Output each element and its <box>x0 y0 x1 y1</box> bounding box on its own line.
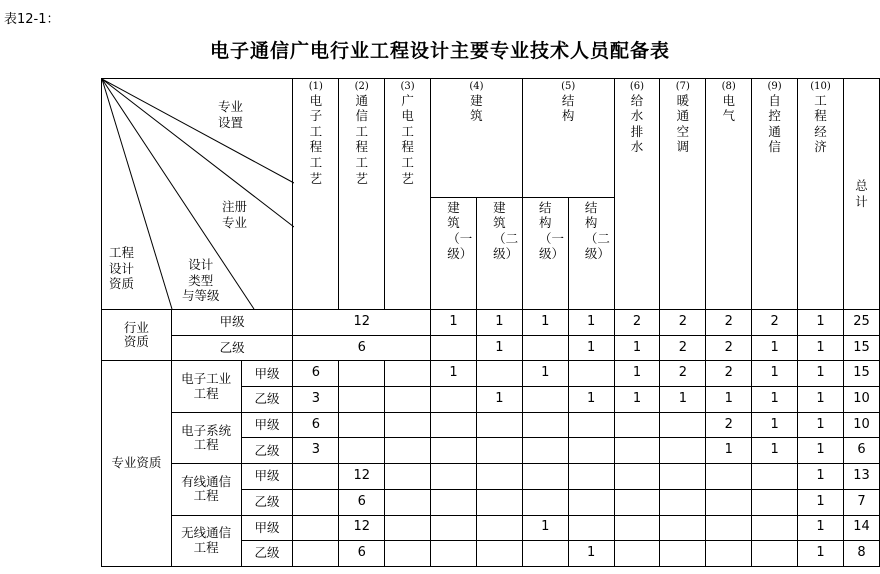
column-header-8: (8) 电气 <box>706 79 752 310</box>
table-cell <box>385 412 431 438</box>
table-cell <box>614 464 660 490</box>
table-cell <box>568 464 614 490</box>
table-cell: 1 <box>798 489 844 515</box>
page-title: 电子通信广电行业工程设计主要专业技术人员配备表 <box>209 40 670 62</box>
table-cell <box>476 438 522 464</box>
table-cell <box>706 489 752 515</box>
table-cell: 10 <box>843 412 879 438</box>
table-cell <box>568 438 614 464</box>
table-cell <box>660 438 706 464</box>
table-cell: 1 <box>798 438 844 464</box>
grade-label: 甲级 <box>171 310 293 336</box>
grade-label: 乙级 <box>241 438 293 464</box>
table-cell <box>660 541 706 567</box>
column-header-11: 总计 <box>843 79 879 310</box>
table-cell: 6 <box>339 541 385 567</box>
table-cell: 1 <box>798 541 844 567</box>
table-row <box>102 361 880 387</box>
table-cell: 1 <box>752 361 798 387</box>
column-header-4: (4) 建筑 <box>431 79 523 198</box>
table-cell <box>706 515 752 541</box>
grade-label: 甲级 <box>241 361 293 387</box>
table-cell <box>431 541 477 567</box>
table-cell <box>614 541 660 567</box>
table-cell: 2 <box>614 310 660 336</box>
table-cell: 10 <box>843 387 879 413</box>
table-cell: 1 <box>522 515 568 541</box>
table-cell <box>660 464 706 490</box>
table-cell: 6 <box>843 438 879 464</box>
table-cell: 1 <box>798 464 844 490</box>
grade-label: 乙级 <box>241 541 293 567</box>
staffing-table <box>101 78 880 567</box>
table-cell <box>706 464 752 490</box>
table-cell <box>431 438 477 464</box>
column-header-6: (6) 给水排水 <box>614 79 660 310</box>
table-cell <box>431 515 477 541</box>
grade-label: 甲级 <box>241 464 293 490</box>
corner-design-type-label: 设计 类型 与等级 <box>182 257 220 304</box>
table-cell: 1 <box>614 387 660 413</box>
column-header-10: (10) 工程经济 <box>798 79 844 310</box>
column-header-9: (9) 自控通信 <box>752 79 798 310</box>
table-cell <box>752 541 798 567</box>
table-cell: 1 <box>476 335 522 361</box>
table-cell: 1 <box>568 335 614 361</box>
sub-column-header-1: 建筑（一级） <box>431 197 477 310</box>
column-number: (5) <box>561 81 576 92</box>
table-cell: 15 <box>843 361 879 387</box>
table-cell: 1 <box>798 310 844 336</box>
corner-specialty-label: 专业 设置 <box>218 99 244 130</box>
table-cell <box>614 412 660 438</box>
merged-engineering-value: 6 <box>293 335 431 361</box>
table-cell: 2 <box>706 310 752 336</box>
table-cell <box>522 335 568 361</box>
column-number: (8) <box>721 81 736 92</box>
table-cell <box>339 387 385 413</box>
table-cell: 1 <box>798 387 844 413</box>
table-cell: 6 <box>293 412 339 438</box>
table-cell: 1 <box>476 387 522 413</box>
table-cell: 13 <box>843 464 879 490</box>
professional-qualification-label: 专业资质 <box>102 361 172 567</box>
table-cell <box>431 489 477 515</box>
table-cell: 7 <box>843 489 879 515</box>
table-cell: 2 <box>706 412 752 438</box>
column-number: (2) <box>354 81 369 92</box>
table-cell: 6 <box>293 361 339 387</box>
table-cell: 6 <box>339 489 385 515</box>
column-header-2: (2) 通信工程工艺 <box>339 79 385 310</box>
table-cell: 8 <box>843 541 879 567</box>
table-cell <box>476 412 522 438</box>
column-number: (4) <box>469 81 484 92</box>
table-cell <box>431 464 477 490</box>
grade-label: 甲级 <box>241 412 293 438</box>
table-cell <box>293 489 339 515</box>
table-cell <box>752 489 798 515</box>
table-cell: 14 <box>843 515 879 541</box>
table-cell: 1 <box>431 361 477 387</box>
corner-registered-label: 注册 专业 <box>222 199 248 230</box>
table-cell: 12 <box>339 464 385 490</box>
table-cell <box>293 541 339 567</box>
merged-engineering-value: 12 <box>293 310 431 336</box>
table-cell: 3 <box>293 387 339 413</box>
table-cell: 1 <box>798 412 844 438</box>
column-header-7: (7) 暖通空调 <box>660 79 706 310</box>
table-cell <box>568 412 614 438</box>
column-header-1: (1) 电子工程工艺 <box>293 79 339 310</box>
table-cell: 2 <box>752 310 798 336</box>
table-cell: 2 <box>706 335 752 361</box>
table-cell: 1 <box>752 412 798 438</box>
table-cell: 1 <box>568 387 614 413</box>
table-cell <box>476 489 522 515</box>
table-cell: 1 <box>568 310 614 336</box>
table-cell: 25 <box>843 310 879 336</box>
table-cell: 1 <box>752 438 798 464</box>
grade-label: 甲级 <box>241 515 293 541</box>
table-cell <box>568 361 614 387</box>
grade-label: 乙级 <box>171 335 293 361</box>
corner-header <box>102 79 293 310</box>
table-cell <box>293 515 339 541</box>
table-cell: 15 <box>843 335 879 361</box>
table-cell: 12 <box>339 515 385 541</box>
table-cell: 1 <box>706 387 752 413</box>
column-number: (3) <box>400 81 415 92</box>
grade-label: 乙级 <box>241 387 293 413</box>
table-cell <box>660 489 706 515</box>
table-cell: 1 <box>522 361 568 387</box>
table-cell <box>660 412 706 438</box>
table-cell <box>385 387 431 413</box>
table-cell <box>522 464 568 490</box>
table-row <box>102 464 880 490</box>
grade-label: 乙级 <box>241 489 293 515</box>
table-row <box>102 515 880 541</box>
table-cell: 1 <box>431 310 477 336</box>
column-number: (1) <box>308 81 323 92</box>
project-type-label: 电子系统 工程 <box>171 412 241 463</box>
table-cell: 1 <box>798 335 844 361</box>
table-cell: 1 <box>614 335 660 361</box>
table-cell <box>385 541 431 567</box>
column-number: (10) <box>810 81 831 92</box>
table-cell <box>752 515 798 541</box>
project-type-label: 无线通信 工程 <box>171 515 241 566</box>
sub-column-header-4: 结构（二级） <box>568 197 614 310</box>
column-number: (9) <box>767 81 782 92</box>
industry-qualification-label: 行业 资质 <box>102 310 172 361</box>
column-number: (6) <box>629 81 645 92</box>
table-cell <box>431 412 477 438</box>
table-cell <box>522 541 568 567</box>
table-row <box>102 310 880 336</box>
table-cell <box>293 464 339 490</box>
table-cell <box>614 515 660 541</box>
table-cell: 2 <box>660 310 706 336</box>
table-cell <box>385 515 431 541</box>
table-cell: 1 <box>568 541 614 567</box>
table-cell <box>568 515 614 541</box>
table-cell <box>431 387 477 413</box>
table-cell <box>614 438 660 464</box>
table-cell <box>752 464 798 490</box>
table-cell <box>339 361 385 387</box>
table-cell: 2 <box>660 335 706 361</box>
table-cell <box>476 541 522 567</box>
table-cell: 1 <box>706 438 752 464</box>
table-cell: 1 <box>798 361 844 387</box>
table-cell: 1 <box>752 335 798 361</box>
table-cell <box>476 515 522 541</box>
sub-column-header-2: 建筑（二级） <box>476 197 522 310</box>
project-type-label: 有线通信 工程 <box>171 464 241 515</box>
table-cell: 1 <box>660 387 706 413</box>
table-cell: 2 <box>706 361 752 387</box>
table-cell <box>476 464 522 490</box>
table-row <box>102 335 880 361</box>
table-row <box>102 412 880 438</box>
table-cell: 1 <box>614 361 660 387</box>
sub-column-header-3: 结构（一级） <box>522 197 568 310</box>
table-cell: 1 <box>476 310 522 336</box>
table-cell <box>660 515 706 541</box>
table-cell <box>385 489 431 515</box>
table-cell <box>706 541 752 567</box>
corner-qualification-label: 工程 设计 资质 <box>109 245 135 292</box>
table-cell: 1 <box>798 515 844 541</box>
table-cell <box>522 438 568 464</box>
table-cell <box>568 489 614 515</box>
column-header-5: (5) 结构 <box>522 79 614 198</box>
table-cell: 3 <box>293 438 339 464</box>
table-cell <box>522 387 568 413</box>
project-type-label: 电子工业 工程 <box>171 361 241 412</box>
table-cell: 1 <box>752 387 798 413</box>
table-cell <box>522 412 568 438</box>
table-caption: 表12-1： <box>4 12 60 27</box>
table-cell <box>339 412 385 438</box>
column-number: (7) <box>675 81 690 92</box>
table-cell: 2 <box>660 361 706 387</box>
table-cell <box>385 361 431 387</box>
table-cell <box>385 438 431 464</box>
column-header-3: (3) 广电工程工艺 <box>385 79 431 310</box>
table-cell: 1 <box>522 310 568 336</box>
table-cell <box>522 489 568 515</box>
table-cell <box>614 489 660 515</box>
table-cell <box>476 361 522 387</box>
table-cell <box>431 335 477 361</box>
table-cell <box>385 464 431 490</box>
table-cell <box>339 438 385 464</box>
